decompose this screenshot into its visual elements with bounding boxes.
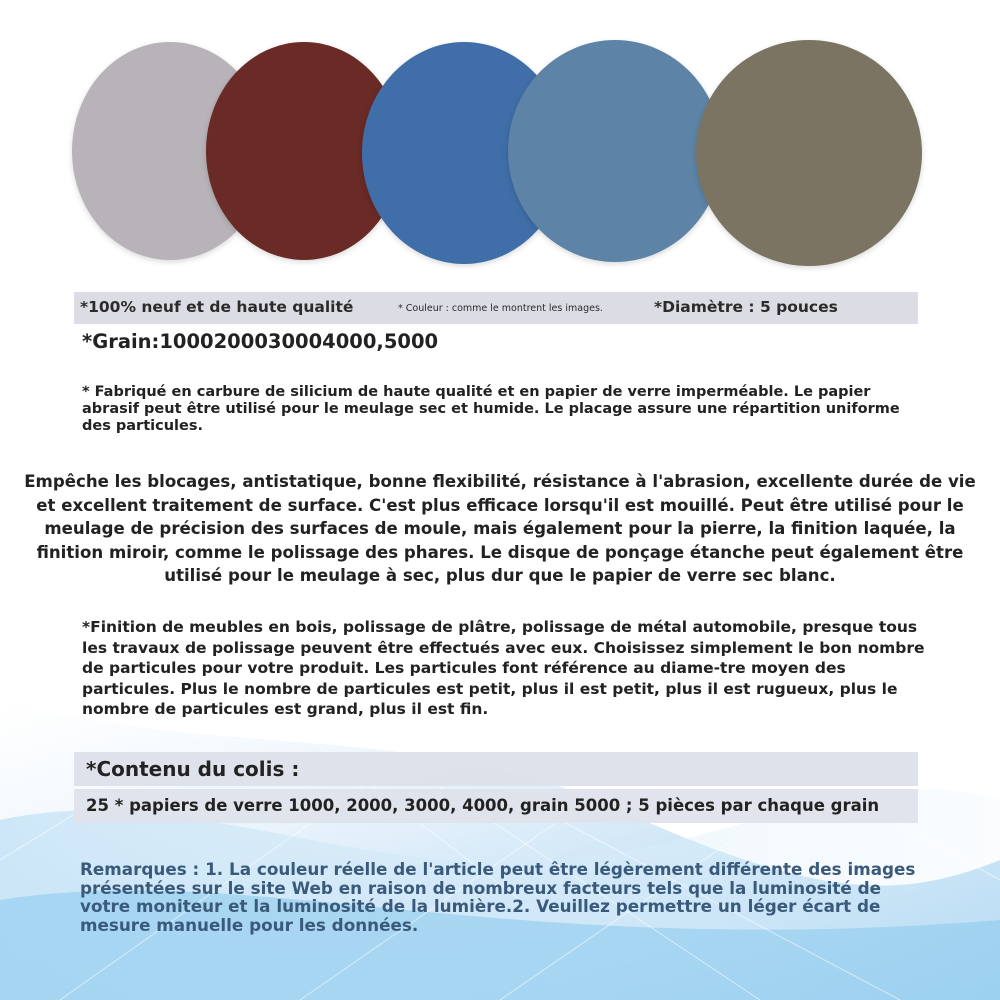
remarks-text: Remarques : 1. La couleur réelle de l'article peut être légèrement différente des images présentées sur le site Web en raison de nombreux facteurs tels que la luminosité de votre moniteur et la luminosité de la lumière.2. Veuillez permettre un léger écart de mesure manuelle pour les données. xyxy=(80,859,916,935)
usage-description: *Finition de meubles en bois, polissage de plâtre, polissage de métal automobile, presque tous les travaux de polissage peuvent être effectués avec eux. Choisissez simplement le bon nombre de particules pour votre produit. Les particules font référence au diame-tre moyen des particules. Plus le nombre de particules est petit, plus il est petit, plus il est rugueux, plus le nombre de particules est grand, plus il est fin. xyxy=(82,618,925,718)
grain-text: *Grain:1000200030004000,5000 xyxy=(82,330,439,353)
package-title-bar xyxy=(74,752,918,786)
package-title: *Contenu du colis : xyxy=(86,757,300,781)
color-note-text: * Couleur : comme le montrent les images. xyxy=(398,303,603,314)
grain-5000-disc xyxy=(696,40,922,266)
sanding-discs xyxy=(0,0,1000,290)
diameter-text: *Diamètre : 5 pouces xyxy=(654,298,838,316)
features-bar xyxy=(74,292,918,324)
grain-4000-disc xyxy=(508,40,722,262)
material-description: * Fabriqué en carbure de silicium de haute qualité et en papier de verre imperméable. Le papier abrasif peut être utilisé pour le meulage sec et humide. Le placage assure une répartition uniforme des particules. xyxy=(82,384,900,434)
new-quality-text: *100% neuf et de haute qualité xyxy=(80,298,354,316)
package-content-bar xyxy=(74,789,918,823)
package-content: 25 * papiers de verre 1000, 2000, 3000, 4000, grain 5000 ; 5 pièces par chaque grain xyxy=(86,796,880,815)
benefits-description: Empêche les blocages, antistatique, bonne flexibilité, résistance à l'abrasion, excellente durée de vie et excellent traitement de surface. C'est plus efficace lorsqu'il est mouillé. Peut être utilisé pour le meulage de précision des surfaces de moule, mais également pour la pierre, la finition laquée, la finition miroir, comme le polissage des phares. Le disque de ponçage étanche peut également être utilisé pour le meulage à sec, plus dur que le papier de verre sec blanc. xyxy=(24,472,976,585)
